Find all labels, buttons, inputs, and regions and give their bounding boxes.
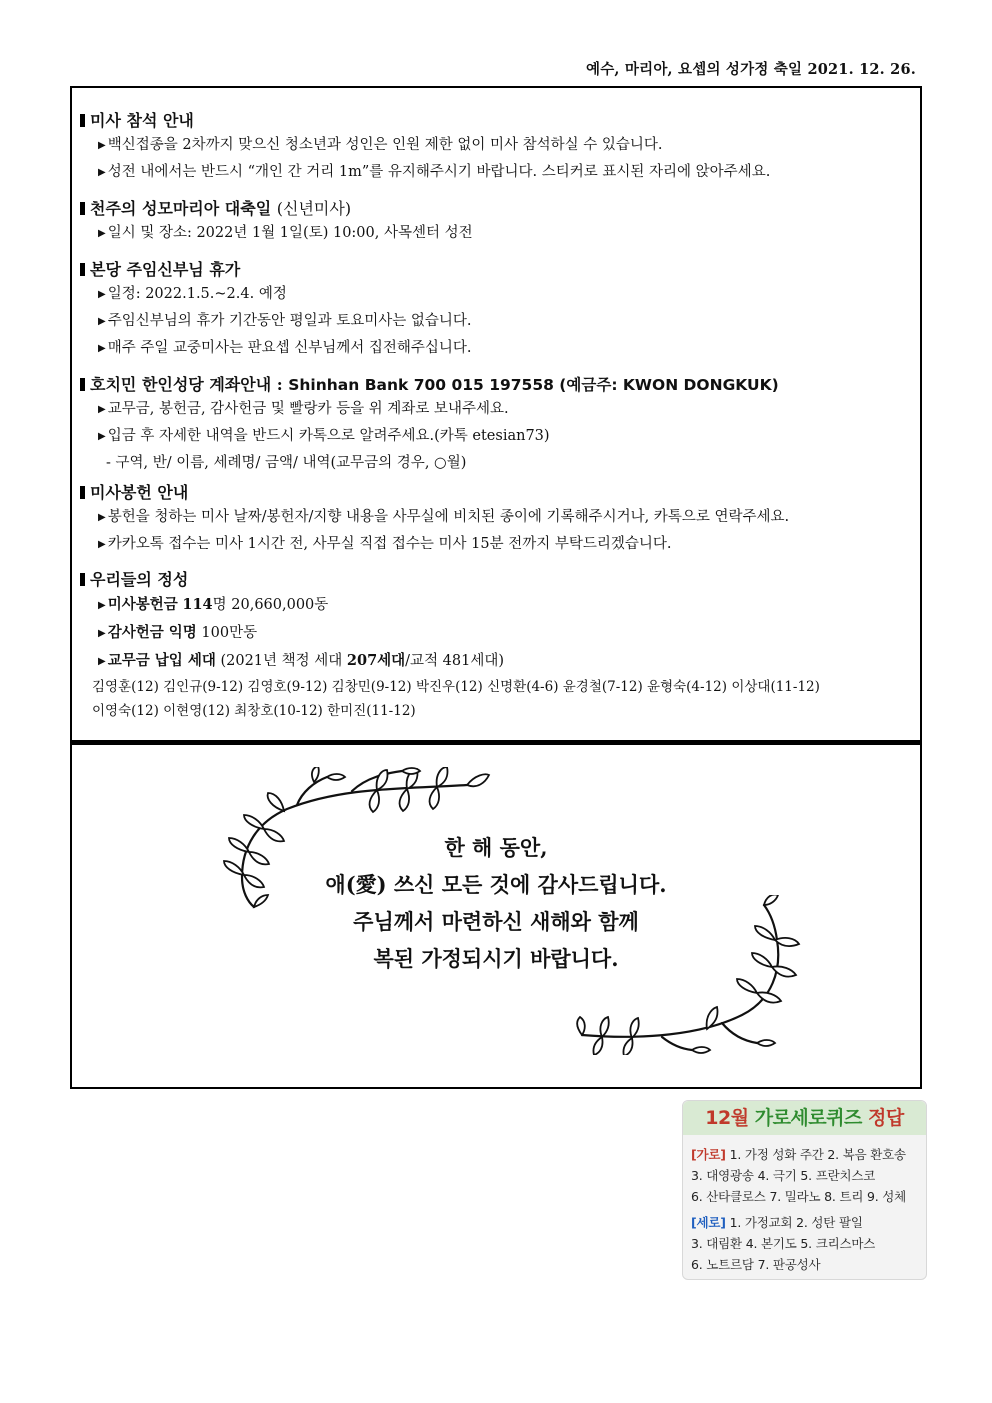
triangle-bullet-icon: ▶ (98, 628, 106, 639)
section-solemnity (80, 198, 912, 247)
greeting-line: 복된 가정되시기 바랍니다. (373, 946, 619, 971)
offering-amount: 20,660,000동 (231, 597, 329, 613)
triangle-bullet-icon: ▶ (98, 512, 106, 523)
square-bullet-icon (80, 573, 85, 586)
section-mass-attendance (80, 110, 912, 186)
triangle-bullet-icon: ▶ (98, 167, 106, 178)
item-text: 백신접종을 2차까지 맞으신 청소년과 성인은 인원 제한 없이 미사 참석하실 수 있습니다. (107, 137, 663, 153)
square-bullet-icon (80, 378, 85, 391)
greeting-line: 주님께서 마련하신 새해와 함께 (353, 909, 639, 934)
quiz-title-month: 12월 (705, 1107, 749, 1129)
list-note: - 구역, 반/ 이름, 세례명/ 금액/ 내역(교무금의 경우, ○월) (106, 455, 467, 471)
offering-detail-bold: 207세대 (346, 652, 406, 669)
donor-names-line: 김영훈(12) 김인규(9-12) 김영호(9-12) 김창민(9-12) 박진우(12) 신명환(4-6) 윤경철(7-12) 윤형숙(4-12) 이상대(11-12) (92, 679, 820, 695)
greeting-line: 한 해 동안, (444, 835, 548, 860)
section-our-offerings (80, 569, 912, 723)
list-item (80, 531, 912, 558)
section-title-text: 미사 참석 안내 (90, 111, 194, 130)
section-title-text: 호치민 한인성당 계좌안내 : (90, 375, 283, 394)
square-bullet-icon (80, 202, 85, 215)
section-title (80, 569, 912, 591)
quiz-answer-text: 1. 가정 성화 주간 2. 복음 환호송 (729, 1147, 906, 1162)
list-item (80, 281, 912, 308)
crossword-answer-card (682, 1100, 927, 1280)
quiz-across-line: 6. 산타클로스 7. 밀라노 8. 트리 9. 성체 (691, 1189, 907, 1204)
item-text: 카카오톡 접수는 미사 1시간 전, 사무실 직접 접수는 미사 15분 전까지 부탁드리겠습니다. (107, 536, 672, 552)
notice-box (70, 86, 922, 742)
quiz-title-answer: 정답 (867, 1107, 904, 1129)
offering-detail-post: /교적 481세대) (405, 653, 505, 669)
offering-thanks (80, 619, 912, 647)
triangle-bullet-icon: ▶ (98, 431, 106, 442)
list-item (80, 132, 912, 159)
list-item (80, 220, 912, 247)
list-item (80, 423, 912, 450)
item-text: 교무금, 봉헌금, 감사헌금 및 빨랑카 등을 위 계좌로 보내주세요. (107, 401, 509, 417)
section-title-text: 천주의 성모마리아 대축일 (90, 199, 272, 218)
section-title (80, 374, 912, 396)
quiz-title-name: 가로세로퀴즈 (754, 1107, 862, 1129)
offering-label: 교무금 납입 세대 (107, 652, 216, 669)
offering-count: 114 (182, 596, 213, 613)
across-tag: [가로] (691, 1147, 726, 1162)
list-item (80, 335, 912, 362)
triangle-bullet-icon: ▶ (98, 600, 106, 611)
section-title-text: 우리들의 정성 (90, 570, 189, 589)
donor-names-line: 이영숙(12) 이현영(12) 최창호(10-12) 한미진(11-12) (92, 703, 416, 719)
bank-account-number: Shinhan Bank 700 015 197558 (예금주: KWON DONGKUK) (288, 376, 779, 394)
section-title-sub: (신년미사) (276, 199, 352, 218)
section-bank-account (80, 374, 912, 477)
triangle-bullet-icon: ▶ (98, 289, 106, 300)
triangle-bullet-icon: ▶ (98, 316, 106, 327)
square-bullet-icon (80, 114, 85, 127)
triangle-bullet-icon: ▶ (98, 656, 106, 667)
section-title-text: 본당 주임신부님 휴가 (90, 260, 241, 279)
triangle-bullet-icon: ▶ (98, 539, 106, 550)
offering-label: 미사봉헌금 (107, 596, 178, 613)
section-mass-offering (80, 482, 912, 558)
offering-detail: (2021년 책정 세대 (220, 653, 347, 669)
list-item (80, 159, 912, 186)
greeting-box (70, 742, 922, 1089)
bulletin-date-header: 예수, 마리아, 요셉의 성가정 축일 2021. 12. 26. (586, 61, 916, 78)
item-text: 봉헌을 청하는 미사 날짜/봉헌자/지향 내용을 사무실에 비치된 종이에 기록해주시거나, 카톡으로 연락주세요. (107, 509, 790, 525)
offering-label: 감사헌금 익명 (107, 624, 197, 641)
section-title (80, 259, 912, 281)
list-item (80, 504, 912, 531)
item-text: 일시 및 장소: 2022년 1월 1일(토) 10:00, 사목센터 성전 (107, 225, 473, 241)
item-text: 일정: 2022.1.5.~2.4. 예정 (107, 286, 287, 302)
offering-mass (80, 591, 912, 619)
square-bullet-icon (80, 486, 85, 499)
item-text: 주임신부님의 휴가 기간동안 평일과 토요미사는 없습니다. (107, 313, 472, 329)
list-item (80, 308, 912, 335)
section-title (80, 482, 912, 504)
section-title (80, 110, 912, 132)
quiz-title (683, 1101, 926, 1135)
item-text: 입금 후 자세한 내역을 반드시 카톡으로 알려주세요.(카톡 etesian73) (107, 428, 550, 444)
quiz-answer-text: 1. 가정교회 2. 성탄 팔일 (729, 1215, 863, 1230)
triangle-bullet-icon: ▶ (98, 404, 106, 415)
section-pastor-vacation (80, 259, 912, 362)
quiz-down-line: 6. 노트르담 7. 판공성사 (691, 1257, 821, 1272)
quiz-down-line: 3. 대림환 4. 본기도 5. 크리스마스 (691, 1236, 876, 1251)
section-title-text: 미사봉헌 안내 (90, 483, 189, 502)
list-item (80, 396, 912, 423)
square-bullet-icon (80, 263, 85, 276)
greeting-line: 애(愛) 쓰신 모든 것에 감사드립니다. (325, 872, 667, 897)
quiz-across-line (691, 1145, 906, 1165)
section-title (80, 198, 912, 220)
offering-dues (80, 647, 912, 675)
item-text: 매주 주일 교중미사는 판요셉 신부님께서 집전해주십니다. (107, 340, 472, 356)
offering-unit: 명 (212, 597, 227, 613)
quiz-down-line (691, 1213, 863, 1233)
down-tag: [세로] (691, 1215, 726, 1230)
triangle-bullet-icon: ▶ (98, 343, 106, 354)
offering-amount: 100만동 (201, 625, 258, 641)
triangle-bullet-icon: ▶ (98, 228, 106, 239)
triangle-bullet-icon: ▶ (98, 140, 106, 151)
quiz-across-line: 3. 대영광송 4. 극기 5. 프란치스코 (691, 1168, 876, 1183)
item-text: 성전 내에서는 반드시 “개인 간 거리 1m”를 유지해주시기 바랍니다. 스티커로 표시된 자리에 앉아주세요. (107, 164, 771, 180)
